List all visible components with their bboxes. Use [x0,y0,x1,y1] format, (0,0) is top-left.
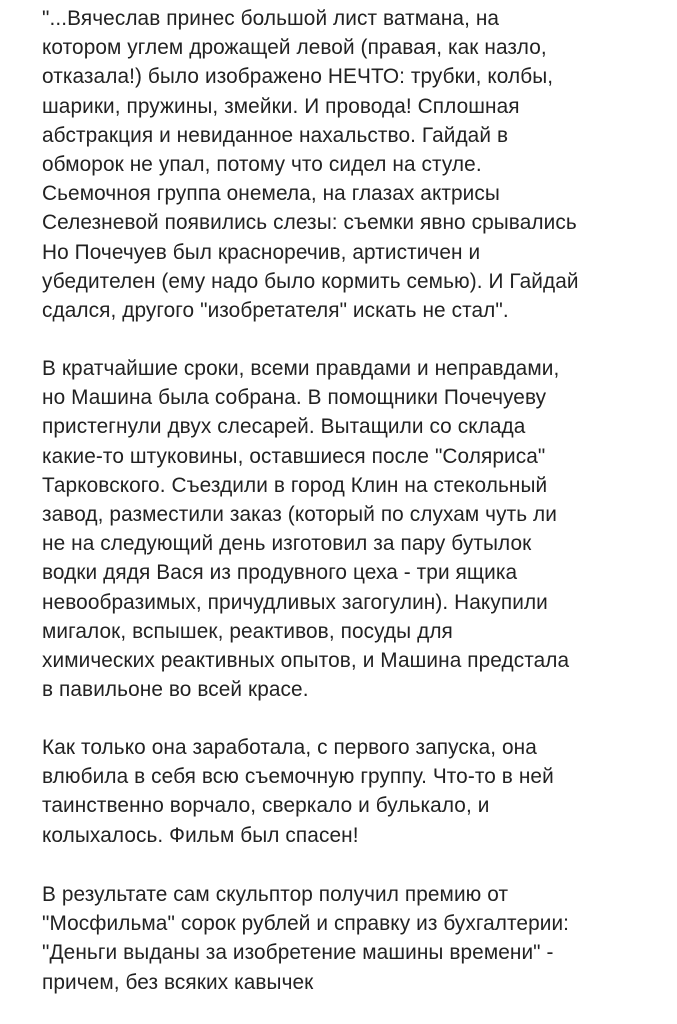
text-line: В результате сам скульптор получил премию от [42,883,509,906]
text-line: отказала!) было изображено НЕЧТО: трубки, колбы, [42,65,554,89]
text-line: Но Почечуев был красноречив, артистичен и [42,240,481,264]
text-line: мигалок, вспышек, реактивов, посуды для [42,619,453,643]
paragraph-1 [42,4,579,325]
paragraph-4 [42,880,569,997]
text-line: химических реактивных опытов, и Машина предстала [42,649,570,673]
text-line: Селезневой появились слезы: съемки явно срывались [42,211,577,235]
text-line: Сьемочноя группа онемела, на глазах актрисы [42,182,500,206]
text-line: абстракция и невиданное нахальство. Гайдай в [42,123,509,147]
paragraph-2 [42,354,569,704]
text-line: сдался, другого "изобретателя" искать не стал". [42,299,509,323]
text-line: колыхалось. Фильм был спасен! [42,823,359,847]
text-line: какие-то штуковины, оставшиеся после "Соляриса" [42,444,546,468]
text-line: "Деньги выданы за изобретение машины времени" - [42,941,554,965]
text-line: влюбила в себя всю съемочную группу. Что-то в ней [42,765,554,789]
text-line: но Машина была собрана. В помощники Почечуеву [42,386,547,410]
text-line: пристегнули двух слесарей. Вытащили со склада [42,415,526,439]
text-line: завод, разместили заказ (который по слухам чуть ли [42,503,557,527]
text-line: "...Вячеслав принес большой лист ватмана, на [42,7,500,30]
text-line: не на следующий день изготовил за пару бутылок [42,532,532,556]
text-line: В кратчайшие сроки, всеми правдами и неправдами, [42,357,560,380]
paragraph-3 [42,733,554,850]
text-line: шарики, пружины, змейки. И провода! Сплошная [42,94,520,118]
text-line: в павильоне во всей красе. [42,678,309,702]
text-line: таинственно ворчало, сверкало и булькало, и [42,794,490,818]
text-line: причем, без всяких кавычек [42,970,314,994]
text-line: Как только она заработала, с первого запуска, она [42,736,537,759]
text-line: убедителен (ему надо было кормить семью). И Гайдай [42,269,579,293]
text-line: "Мосфильма" сорок рублей и справку из бухгалтерии: [42,912,570,936]
text-line: Тарковского. Съездили в город Клин на стекольный [42,473,548,497]
text-line: обморок не упал, потому что сидел на стуле. [42,153,482,177]
text-line: невообразимых, причудливых загогулин). Накупили [42,590,548,614]
text-line: котором углем дрожащей левой (правая, как назло, [42,36,547,60]
text-line: водки дядя Вася из продувного цеха - три ящика [42,561,518,585]
